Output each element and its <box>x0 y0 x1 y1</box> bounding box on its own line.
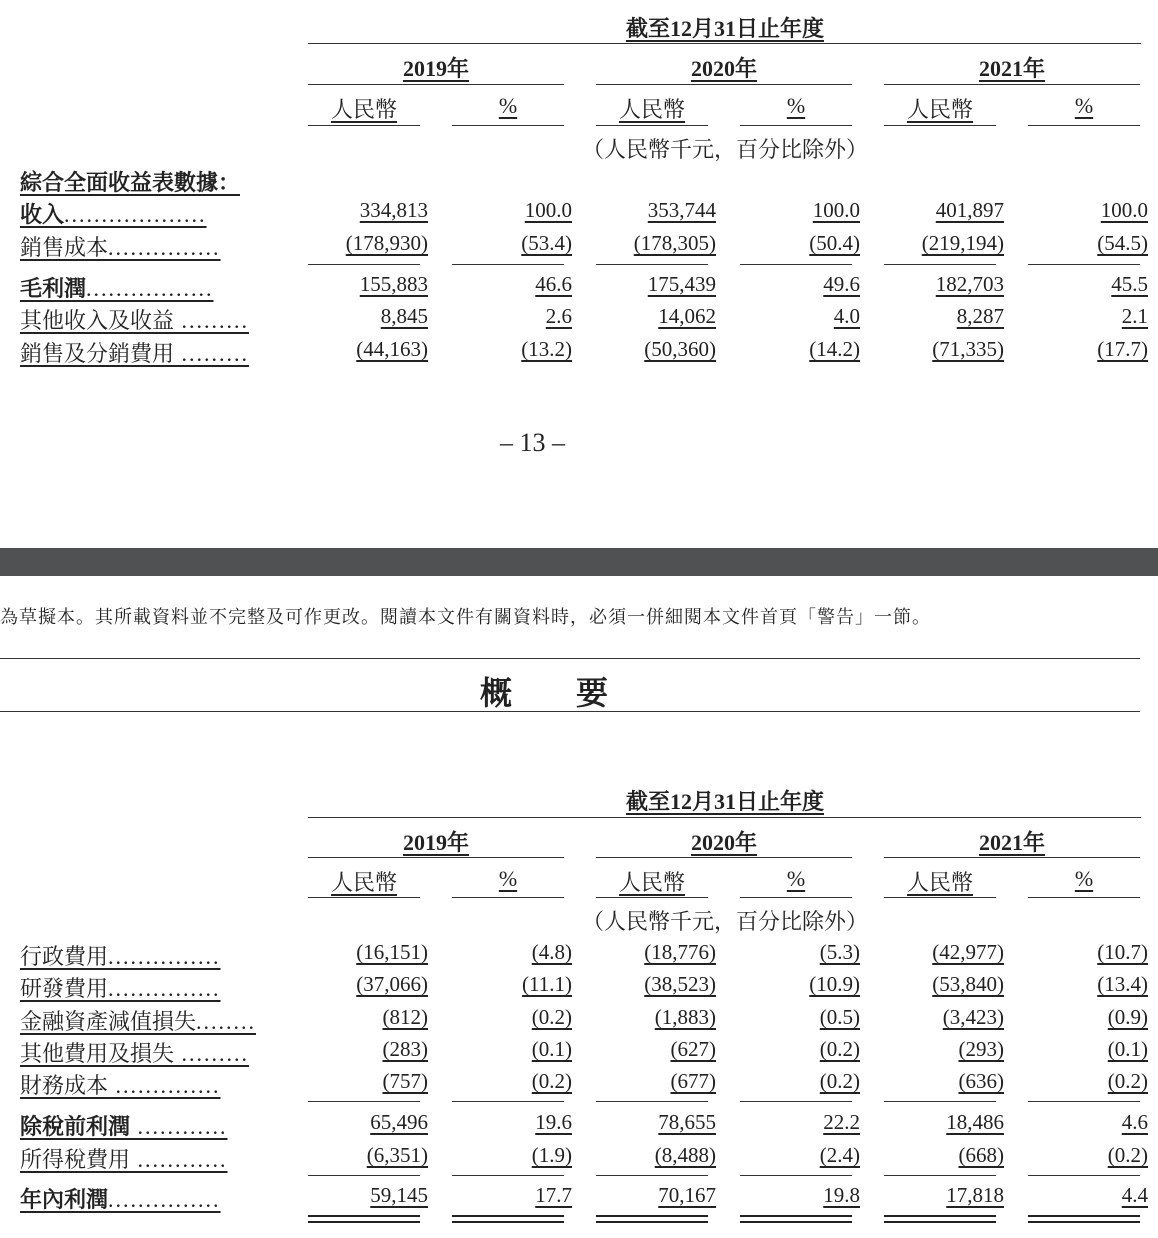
pct-value: (13.4) <box>1097 972 1148 996</box>
pct-value: (50.4) <box>809 231 860 255</box>
rmb-value: 18,486 <box>946 1110 1004 1134</box>
leader-dots: ............ <box>130 1114 228 1139</box>
row-label-text: 銷售及分銷費用 <box>20 341 175 366</box>
pct-col-header: % <box>498 866 518 891</box>
rmb-value: (677) <box>670 1069 716 1093</box>
row-label <box>20 272 214 303</box>
pct-value: 4.4 <box>1121 1183 1148 1207</box>
year-2021-header: 2021年 <box>978 56 1045 81</box>
pct-col-header: % <box>786 93 806 118</box>
row-label-text: 金融資產減值損失 <box>20 1009 197 1034</box>
leader-dots: ......... <box>174 308 250 333</box>
pct-value: 45.5 <box>1111 272 1148 296</box>
subtotal-rule <box>308 1175 420 1176</box>
pct-value: (0.2) <box>819 1069 860 1093</box>
leader-dots: ........ <box>196 1009 257 1034</box>
subtotal-rule <box>308 1101 420 1102</box>
rmb-value: (283) <box>382 1037 428 1061</box>
rmb-value: (178,930) <box>345 231 428 255</box>
pct-value: (0.2) <box>531 1005 572 1029</box>
row-label <box>20 940 221 971</box>
pct-value: (5.3) <box>819 940 860 964</box>
rmb-value: (293) <box>958 1037 1004 1061</box>
pct-value: 100.0 <box>812 198 860 222</box>
col-rule <box>596 125 708 126</box>
pct-value: 4.6 <box>1121 1110 1148 1134</box>
leader-dots: .............. <box>108 1073 221 1098</box>
leader-dots: ............... <box>108 1187 221 1212</box>
row-label-text: 其他費用及損失 <box>20 1041 175 1066</box>
rmb-col-header: 人民幣 <box>618 97 685 122</box>
rmb-value: 353,744 <box>647 198 716 222</box>
rmb-value: 8,287 <box>956 304 1004 328</box>
summary-title: 概 要 <box>480 674 609 712</box>
year-rule <box>596 84 852 85</box>
pct-value: (54.5) <box>1097 231 1148 255</box>
page-separator <box>0 548 1158 576</box>
rmb-col-header: 人民幣 <box>618 870 685 895</box>
pct-value: 2.1 <box>1121 304 1148 328</box>
leader-dots: ................. <box>86 276 214 301</box>
rmb-value: (8,488) <box>654 1143 716 1167</box>
pct-value: 17.7 <box>535 1183 572 1207</box>
subtotal-rule <box>740 264 852 265</box>
subtotal-rule <box>452 1175 564 1176</box>
pct-value: (53.4) <box>521 231 572 255</box>
unit-note-top: （人民幣千元，百分比除外） <box>581 137 868 162</box>
rmb-value: (3,423) <box>942 1005 1004 1029</box>
year-rule <box>308 857 564 858</box>
subtotal-rule <box>452 264 564 265</box>
rmb-value: (71,335) <box>932 337 1004 361</box>
year-2019-header: 2019年 <box>402 56 469 81</box>
subtotal-rule <box>308 264 420 265</box>
rmb-value: (6,351) <box>366 1143 428 1167</box>
title-rule-bottom <box>0 711 1140 712</box>
pct-value: (1.9) <box>531 1143 572 1167</box>
row-label-text: 其他收入及收益 <box>20 308 175 333</box>
col-rule <box>308 125 420 126</box>
rmb-value: (757) <box>382 1069 428 1093</box>
total-double-rule <box>596 1215 708 1223</box>
row-label-text: 毛利潤 <box>20 276 87 301</box>
col-rule <box>452 125 564 126</box>
row-label <box>20 1143 228 1174</box>
draft-notice: 為草擬本。其所載資料並不完整及可作更改。閱讀本文件有關資料時，必須一併細閱本文件首頁「警告」一節。 <box>0 607 931 628</box>
header-rule-bottom <box>308 817 1141 818</box>
pct-value: (0.2) <box>819 1037 860 1061</box>
year-rule <box>884 857 1140 858</box>
row-label-text: 收入 <box>20 202 65 227</box>
rmb-value: 14,062 <box>658 304 716 328</box>
row-label <box>20 972 221 1003</box>
leader-dots: ............... <box>108 944 221 969</box>
total-double-rule <box>740 1215 852 1223</box>
page-number: – 13 – <box>500 428 565 457</box>
subtotal-rule <box>1028 1175 1140 1176</box>
pct-value: 2.6 <box>545 304 572 328</box>
pct-value: (0.9) <box>1107 1005 1148 1029</box>
pct-value: 22.2 <box>823 1110 860 1134</box>
year-2020-header: 2020年 <box>690 56 757 81</box>
unit-note-bottom: （人民幣千元，百分比除外） <box>581 909 868 934</box>
rmb-value: (178,305) <box>633 231 716 255</box>
rmb-value: (50,360) <box>644 337 716 361</box>
leader-dots: ............... <box>108 235 221 260</box>
leader-dots: ................... <box>64 202 207 227</box>
row-label-text: 除稅前利潤 <box>20 1114 131 1139</box>
year-rule <box>308 84 564 85</box>
subtotal-rule <box>1028 264 1140 265</box>
rmb-col-header: 人民幣 <box>906 97 973 122</box>
rmb-value: (219,194) <box>921 231 1004 255</box>
rmb-value: (18,776) <box>644 940 716 964</box>
pct-value: (10.7) <box>1097 940 1148 964</box>
pct-value: 19.6 <box>535 1110 572 1134</box>
pct-col-header: % <box>786 866 806 891</box>
row-label-text: 年內利潤 <box>20 1187 109 1212</box>
period-header-bottom: 截至12月31日止年度 <box>625 789 824 814</box>
col-rule <box>308 897 420 898</box>
row-label <box>20 304 249 335</box>
title-rule-top <box>0 658 1140 659</box>
total-double-rule <box>308 1215 420 1223</box>
row-label <box>20 1183 221 1214</box>
pct-value: (4.8) <box>531 940 572 964</box>
pct-value: 100.0 <box>524 198 572 222</box>
pct-value: (0.1) <box>1107 1037 1148 1061</box>
leader-dots: ............ <box>130 1147 228 1172</box>
row-label <box>20 1037 249 1068</box>
rmb-value: (636) <box>958 1069 1004 1093</box>
year-2019-header: 2019年 <box>402 830 469 855</box>
row-label <box>20 1005 256 1036</box>
row-label <box>20 337 249 368</box>
row-label <box>20 1069 221 1100</box>
col-rule <box>1028 897 1140 898</box>
rmb-col-header: 人民幣 <box>330 97 397 122</box>
pct-col-header: % <box>498 93 518 118</box>
row-label <box>20 1110 228 1141</box>
rmb-value: 334,813 <box>359 198 428 222</box>
rmb-value: 155,883 <box>359 272 428 296</box>
rmb-value: 401,897 <box>935 198 1004 222</box>
leader-dots: ......... <box>174 1041 250 1066</box>
subtotal-rule <box>884 1175 996 1176</box>
rmb-value: (627) <box>670 1037 716 1061</box>
pct-value: (2.4) <box>819 1143 860 1167</box>
rmb-value: (37,066) <box>356 972 428 996</box>
subtotal-rule <box>884 264 996 265</box>
pct-col-header: % <box>1074 93 1094 118</box>
year-rule <box>884 84 1140 85</box>
subtotal-rule <box>1028 1101 1140 1102</box>
pct-value: (0.2) <box>1107 1069 1148 1093</box>
pct-value: (0.2) <box>531 1069 572 1093</box>
rmb-value: 8,845 <box>380 304 428 328</box>
rmb-value: (38,523) <box>644 972 716 996</box>
subtotal-rule <box>740 1101 852 1102</box>
col-rule <box>740 897 852 898</box>
row-label-text: 財務成本 <box>20 1073 109 1098</box>
year-2020-header: 2020年 <box>690 830 757 855</box>
row-label <box>20 231 221 262</box>
subtotal-rule <box>596 264 708 265</box>
col-rule <box>596 897 708 898</box>
pct-value: (0.1) <box>531 1037 572 1061</box>
pct-value: (14.2) <box>809 337 860 361</box>
pct-col-header: % <box>1074 866 1094 891</box>
year-rule <box>596 857 852 858</box>
pct-value: (13.2) <box>521 337 572 361</box>
rmb-value: 70,167 <box>658 1183 716 1207</box>
rmb-value: (1,883) <box>654 1005 716 1029</box>
pct-value: 4.0 <box>833 304 860 328</box>
subtotal-rule <box>596 1175 708 1176</box>
pct-value: 49.6 <box>823 272 860 296</box>
pct-value: (0.5) <box>819 1005 860 1029</box>
subtotal-rule <box>740 1175 852 1176</box>
total-double-rule <box>884 1215 996 1223</box>
rmb-value: (812) <box>382 1005 428 1029</box>
year-2021-header: 2021年 <box>978 830 1045 855</box>
leader-dots: ......... <box>174 341 250 366</box>
rmb-value: 17,818 <box>946 1183 1004 1207</box>
row-label <box>20 198 207 229</box>
col-rule <box>884 125 996 126</box>
header-rule-top <box>308 43 1141 44</box>
col-rule <box>884 897 996 898</box>
row-label-text: 行政費用 <box>20 944 109 969</box>
row-label-text: 銷售成本 <box>20 235 109 260</box>
row-label-text: 所得稅費用 <box>20 1147 131 1172</box>
rmb-value: 78,655 <box>658 1110 716 1134</box>
period-header-top: 截至12月31日止年度 <box>625 16 824 41</box>
pct-value: (10.9) <box>809 972 860 996</box>
rmb-value: 182,703 <box>935 272 1004 296</box>
rmb-value: 175,439 <box>647 272 716 296</box>
section-title: 綜合全面收益表數據： <box>20 170 241 195</box>
rmb-value: (668) <box>958 1143 1004 1167</box>
col-rule <box>1028 125 1140 126</box>
pct-value: (11.1) <box>522 972 572 996</box>
rmb-value: (16,151) <box>356 940 428 964</box>
rmb-value: 65,496 <box>370 1110 428 1134</box>
pct-value: (17.7) <box>1097 337 1148 361</box>
col-rule <box>452 897 564 898</box>
total-double-rule <box>1028 1215 1140 1223</box>
pct-value: 19.8 <box>823 1183 860 1207</box>
rmb-col-header: 人民幣 <box>906 870 973 895</box>
subtotal-rule <box>452 1101 564 1102</box>
rmb-value: (53,840) <box>932 972 1004 996</box>
rmb-value: (42,977) <box>932 940 1004 964</box>
subtotal-rule <box>884 1101 996 1102</box>
rmb-value: (44,163) <box>356 337 428 361</box>
total-double-rule <box>452 1215 564 1223</box>
col-rule <box>740 125 852 126</box>
pct-value: 100.0 <box>1100 198 1148 222</box>
rmb-col-header: 人民幣 <box>330 870 397 895</box>
rmb-value: 59,145 <box>370 1183 428 1207</box>
leader-dots: ............... <box>108 976 221 1001</box>
pct-value: (0.2) <box>1107 1143 1148 1167</box>
subtotal-rule <box>596 1101 708 1102</box>
pct-value: 46.6 <box>535 272 572 296</box>
row-label-text: 研發費用 <box>20 976 109 1001</box>
